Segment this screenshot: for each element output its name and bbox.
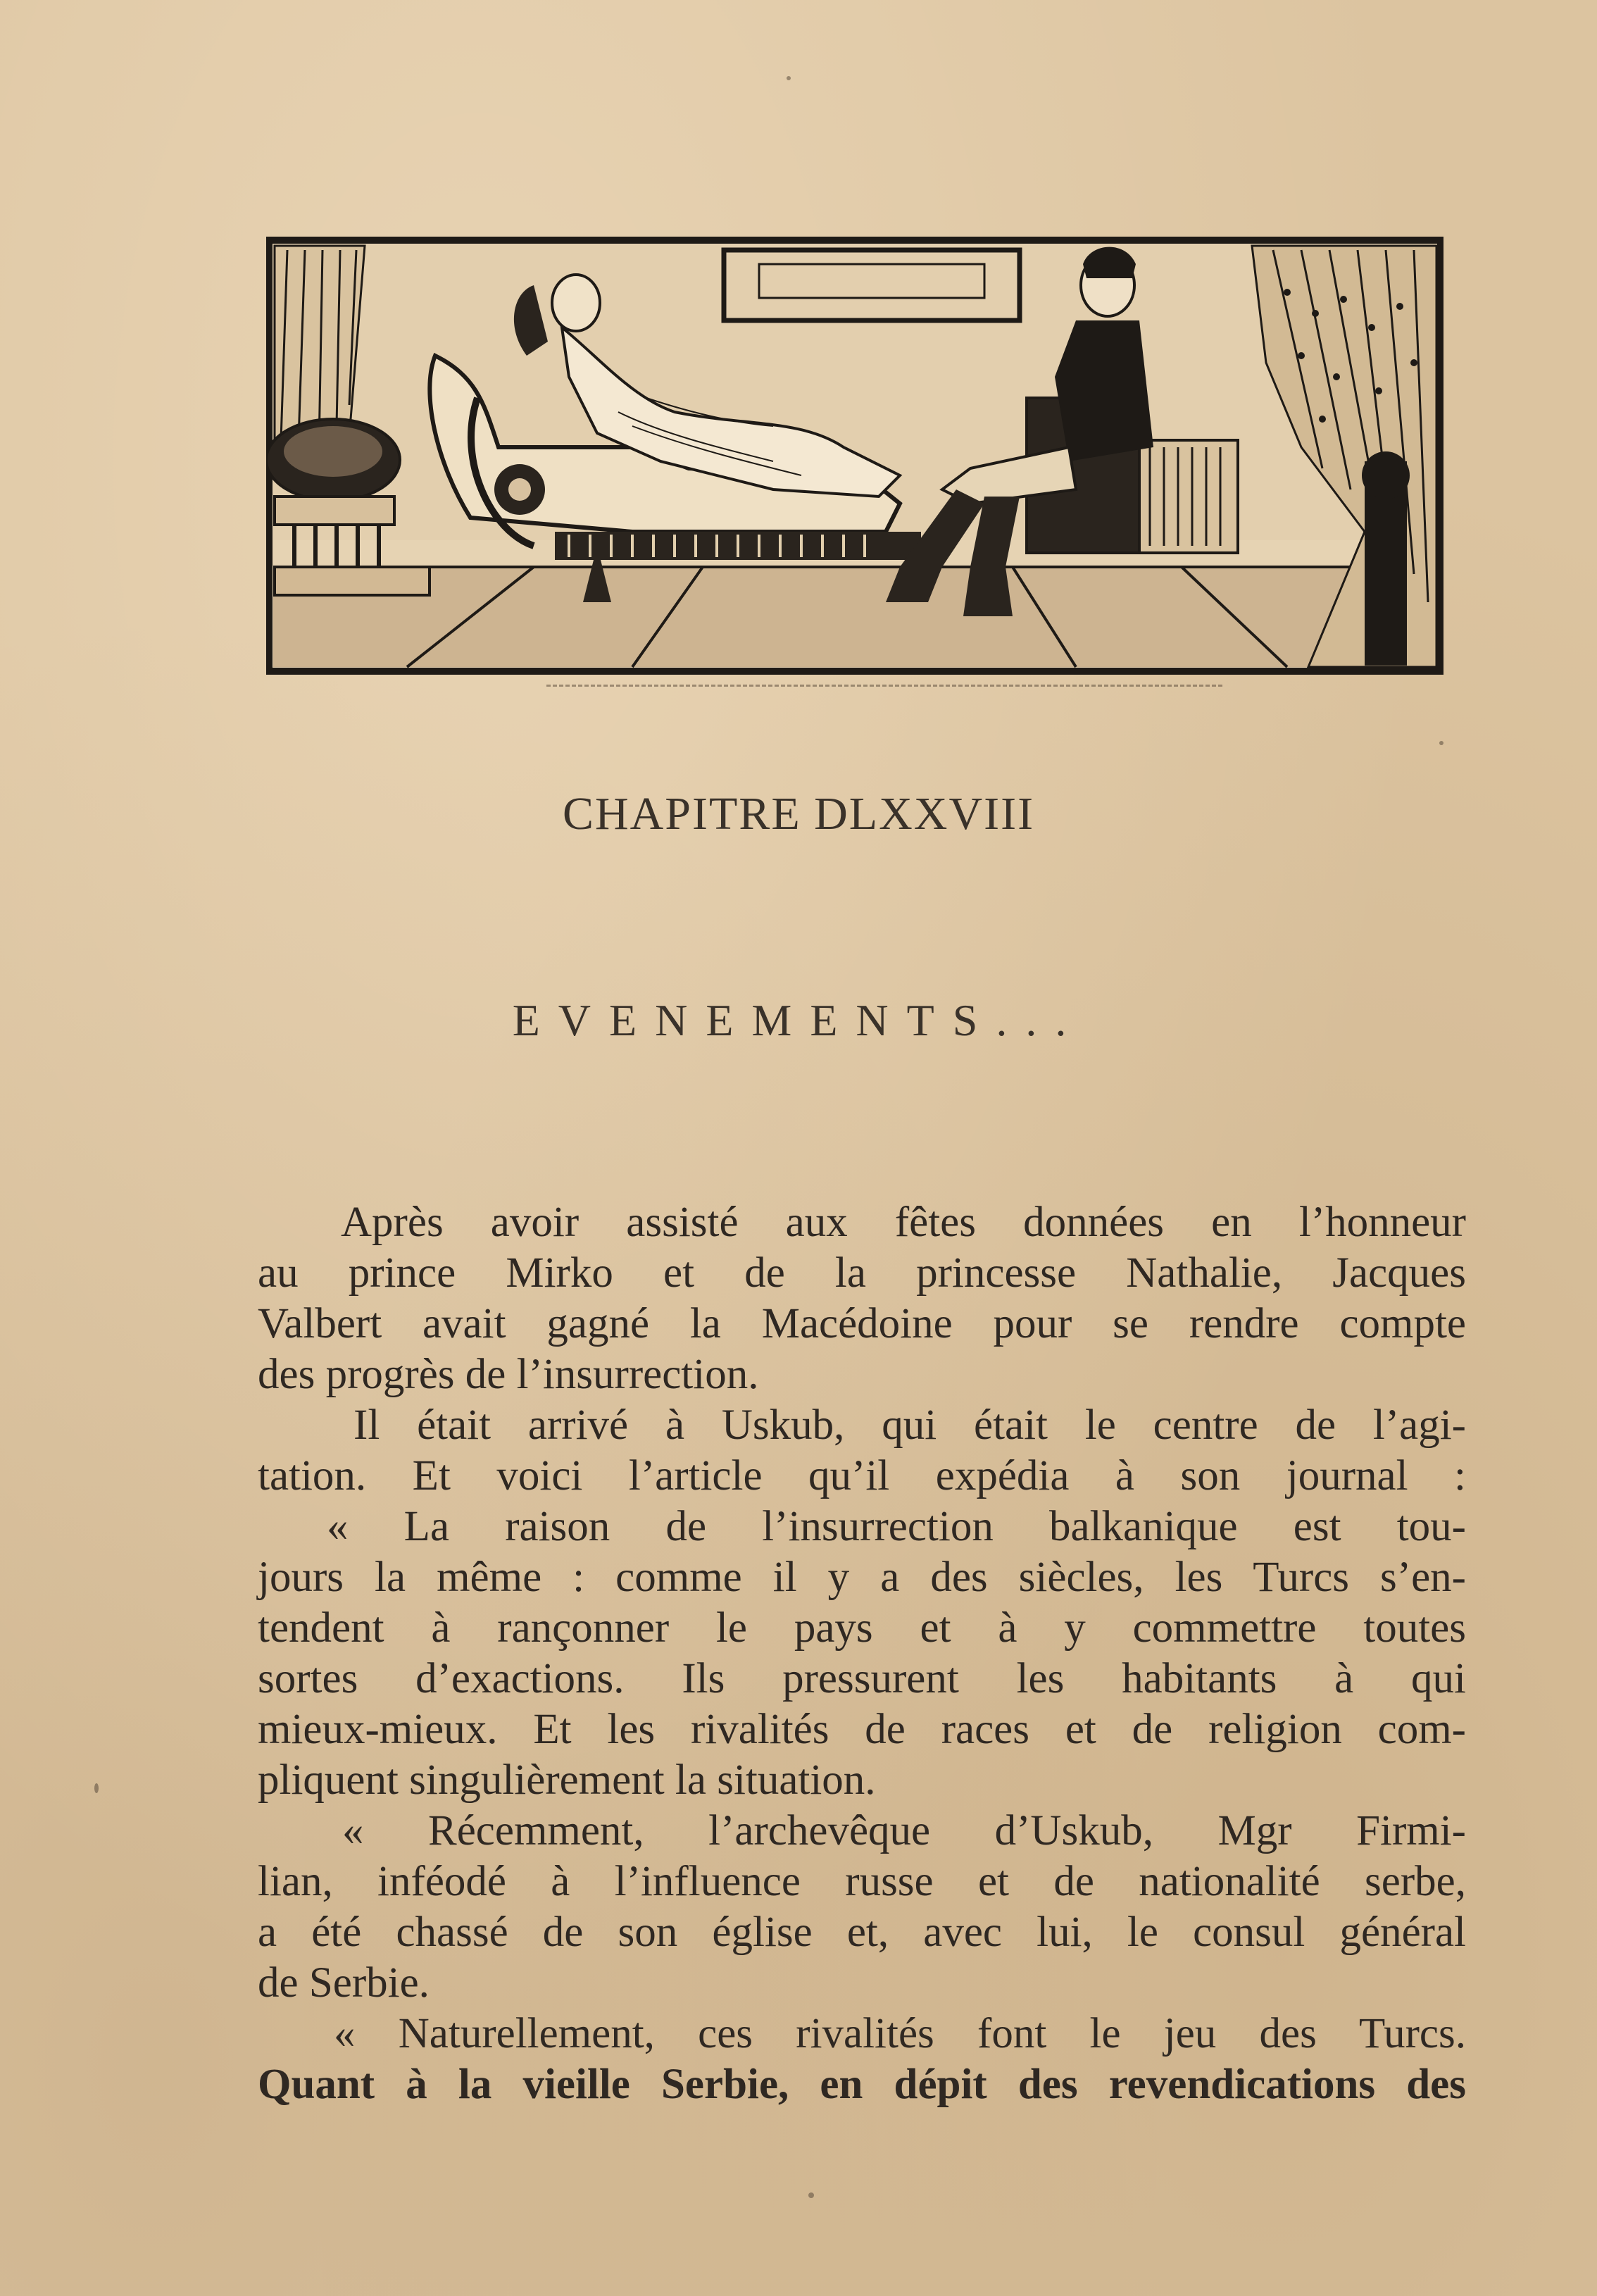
paper-speck bbox=[94, 1783, 99, 1793]
divider bbox=[546, 685, 1222, 687]
text-line: a été chassé de son église et, avec lui, le consul général bbox=[258, 1909, 1466, 1956]
text-line: mieux-mieux. Et les rivalités de races et de religion com- bbox=[258, 1706, 1466, 1753]
text-line: tendent à rançonner le pays et à y commettre toutes bbox=[258, 1604, 1466, 1652]
chapter-illustration bbox=[266, 236, 1443, 675]
text-line: pliquent singulièrement la situation. bbox=[258, 1757, 876, 1804]
text-line: des progrès de l’insurrection. bbox=[258, 1351, 759, 1398]
body-text bbox=[258, 1197, 1466, 2110]
text-line: tation. Et voici l’article qu’il expédia à son journal : bbox=[258, 1452, 1466, 1499]
text-line: lian, inféodé à l’influence russe et de nationalité serbe, bbox=[258, 1858, 1466, 1905]
paper-speck bbox=[1439, 741, 1443, 745]
paper-speck bbox=[787, 76, 791, 80]
chapter-title: EVENEMENTS... bbox=[512, 995, 1085, 1045]
paper-speck bbox=[808, 2192, 814, 2198]
text-line: sortes d’exactions. Ils pressurent les habitants à qui bbox=[258, 1655, 1466, 1702]
text-line: Quant à la vieille Serbie, en dépit des revendications des bbox=[258, 2061, 1466, 2108]
text-line: au prince Mirko et de la princesse Nathalie, Jacques bbox=[258, 1249, 1466, 1297]
engraving-icon bbox=[266, 236, 1443, 675]
chapter-heading: CHAPITRE DLXXVIII bbox=[562, 788, 1035, 840]
text-line: jours la même : comme il y a des siècles, les Turcs s’en- bbox=[258, 1554, 1466, 1601]
text-line: « Récemment, l’archevêque d’Uskub, Mgr Firmi- bbox=[342, 1807, 1466, 1854]
text-line: Après avoir assisté aux fêtes données en l’honneur bbox=[341, 1199, 1466, 1246]
text-line: « La raison de l’insurrection balkanique est tou- bbox=[327, 1503, 1466, 1550]
text-line: « Naturellement, ces rivalités font le jeu des Turcs. bbox=[334, 2010, 1466, 2057]
text-line: Il était arrivé à Uskub, qui était le centre de l’agi- bbox=[353, 1402, 1466, 1449]
text-line: de Serbie. bbox=[258, 1959, 430, 2007]
text-line: Valbert avait gagné la Macédoine pour se rendre compte bbox=[258, 1300, 1466, 1347]
